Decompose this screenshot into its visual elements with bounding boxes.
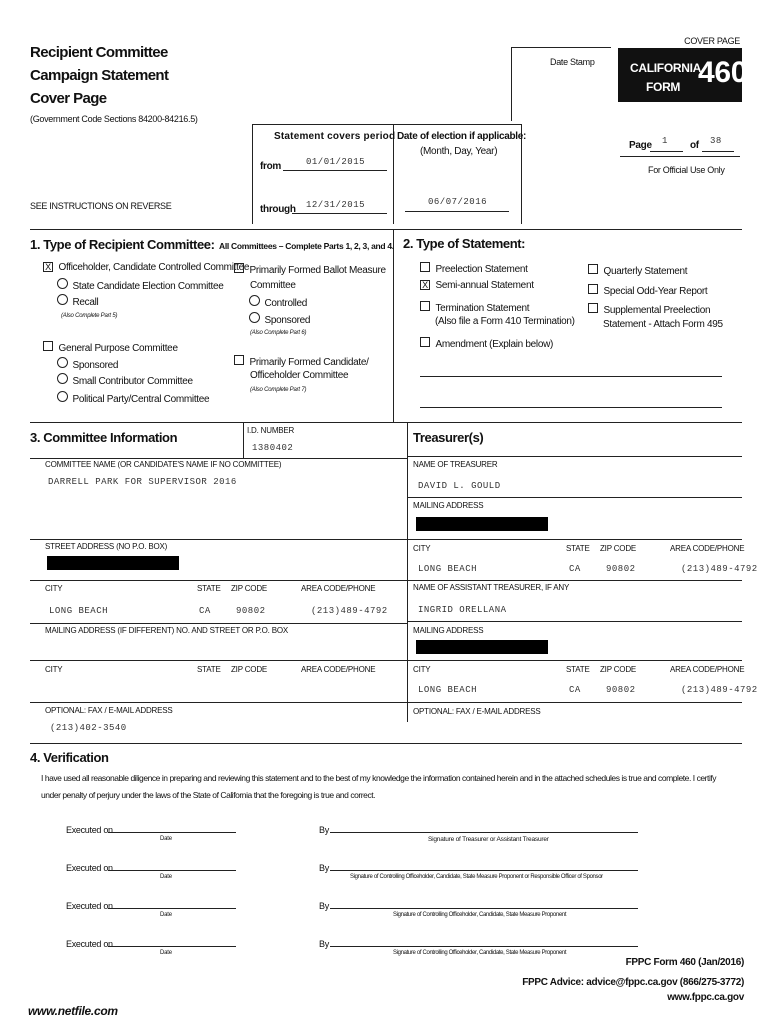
treasurer-mailing-rule (407, 497, 742, 498)
assistant-mailing-label: MAILING ADDRESS (413, 626, 484, 635)
controlled-label: Controlled (264, 298, 308, 309)
verification-text-2: under penalty of perjury under the laws of the State of California that the foregoing is true and correct. (41, 790, 376, 800)
through-date-value[interactable]: 12/31/2015 (306, 200, 366, 210)
signature-caption-2: Signature of Controlling Officeholder, Candidate, State Measure Proponent or Responsible Officer of Sponsor (350, 874, 603, 880)
political-party-radio[interactable] (57, 391, 68, 402)
section-1-title: 1. Type of Recipient Committee: (30, 237, 215, 252)
zip-code-label: ZIP CODE (231, 584, 268, 593)
state-value[interactable]: CA (199, 606, 211, 616)
treasurer-optional-label: OPTIONAL: FAX / E-MAIL ADDRESS (413, 707, 541, 716)
statement-covers-period-label: Statement covers period (274, 131, 396, 142)
amendment-checkbox[interactable] (420, 337, 430, 347)
termination-label-2: (Also file a Form 410 Termination) (435, 316, 575, 327)
treasurer-optional-rule (407, 702, 742, 703)
date-stamp-border-top (511, 47, 611, 48)
election-underline (405, 211, 509, 212)
from-label: from (260, 161, 282, 172)
option-recall[interactable] (57, 294, 98, 309)
by-label-4: By (319, 939, 329, 949)
committee-name-value[interactable]: DARRELL PARK FOR SUPERVISOR 2016 (48, 477, 237, 487)
through-underline (292, 213, 387, 214)
small-contributor-label: Small Contributor Committee (72, 376, 193, 387)
option-controlled[interactable] (249, 295, 307, 310)
mailing-phone-label: AREA CODE/PHONE (301, 665, 376, 674)
executed-date-line-4[interactable] (108, 946, 236, 947)
id-number-label: I.D. NUMBER (247, 426, 295, 435)
special-odd-year-checkbox[interactable] (588, 284, 598, 294)
executed-on-label-4: Executed on (66, 939, 113, 949)
option-primarily-candidate[interactable] (234, 355, 369, 369)
assistant-treasurer-value[interactable]: INGRID ORELLANA (418, 605, 507, 615)
sections-top-rule (30, 229, 742, 230)
option-sponsored[interactable] (57, 357, 118, 372)
date-label-1: Date (160, 836, 172, 842)
semiannual-label: Semi-annual Statement (435, 280, 534, 291)
page-label: Page (629, 140, 652, 151)
fppc-form-id: FPPC Form 460 (Jan/2016) (625, 957, 744, 968)
assistant-zip-label: ZIP CODE (600, 665, 637, 674)
title-line-2: Campaign Statement (30, 67, 169, 84)
special-odd-year-label: Special Odd-Year Report (603, 286, 708, 297)
treasurer-phone-label: AREA CODE/PHONE (670, 544, 745, 553)
primarily-ballot-label-2: Committee (250, 280, 296, 291)
primarily-candidate-label-1: Primarily Formed Candidate/ (249, 357, 369, 368)
supplemental-label-1: Supplemental Preelection (603, 305, 711, 316)
primarily-candidate-label-2: Officeholder Committee (250, 370, 349, 381)
treasurer-state-label: STATE (566, 544, 590, 553)
officeholder-checkbox[interactable]: X (43, 262, 53, 272)
mailing-city-label: CITY (45, 665, 63, 674)
date-stamp-border-left (511, 47, 512, 121)
signature-line-3[interactable] (330, 908, 638, 909)
option-general-purpose[interactable] (43, 341, 178, 355)
city-label: CITY (45, 584, 63, 593)
mailing-address-rule (30, 623, 407, 624)
badge-form: FORM (646, 80, 681, 94)
small-contributor-radio[interactable] (57, 373, 68, 384)
assistant-treasurer-rule (407, 580, 742, 581)
treasurer-city-value[interactable]: LONG BEACH (418, 564, 478, 574)
supplemental-label-2: Statement - Attach Form 495 (603, 319, 723, 330)
treasurer-name-value[interactable]: DAVID L. GOULD (418, 481, 501, 491)
id-number-box-left (243, 422, 244, 458)
through-label: through (260, 204, 296, 215)
officeholder-label: Officeholder, Candidate Controlled Committee (58, 262, 250, 273)
phone-value[interactable]: (213)489-4792 (311, 606, 388, 616)
date-label-4: Date (160, 950, 172, 956)
assistant-city-value[interactable]: LONG BEACH (418, 685, 478, 695)
assistant-phone-value[interactable]: (213)489-4792 (681, 685, 758, 695)
executed-on-label-1: Executed on (66, 825, 113, 835)
optional-contact-value[interactable]: (213)402-3540 (50, 723, 127, 733)
cover-page-label: COVER PAGE (684, 36, 740, 46)
by-label-2: By (319, 863, 329, 873)
option-state-candidate[interactable] (57, 278, 223, 293)
title-line-1: Recipient Committee (30, 44, 168, 61)
street-address-label: STREET ADDRESS (NO P.O. BOX) (45, 542, 168, 551)
form-460-badge (618, 48, 748, 102)
executed-on-label-2: Executed on (66, 863, 113, 873)
option-preelection[interactable] (420, 262, 528, 276)
option-political-party[interactable] (57, 391, 209, 406)
period-box-top (252, 124, 522, 125)
section-3-title: 3. Committee Information (30, 430, 178, 445)
section-4-title: 4. Verification (30, 750, 109, 765)
state-candidate-radio[interactable] (57, 278, 68, 289)
committee-name-rule (30, 458, 407, 459)
election-date-sublabel: (Month, Day, Year) (420, 146, 498, 157)
option-termination[interactable] (420, 301, 529, 315)
treasurer-zip-value[interactable]: 90802 (606, 564, 636, 574)
date-label-3: Date (160, 912, 172, 918)
primarily-candidate-checkbox[interactable] (234, 355, 244, 365)
instructions-note: SEE INSTRUCTIONS ON REVERSE (30, 201, 172, 211)
general-purpose-checkbox[interactable] (43, 341, 53, 351)
badge-state: CALIFORNIA (630, 61, 701, 75)
section-1-subtitle: All Committees – Complete Parts 1, 2, 3, and 4. (219, 241, 394, 251)
option-amendment[interactable] (420, 337, 553, 351)
mailing-city-rule (30, 660, 407, 661)
assistant-mailing-rule (407, 621, 742, 622)
executed-date-line-1[interactable] (108, 832, 236, 833)
title-line-3: Cover Page (30, 90, 107, 107)
controlled-radio[interactable] (249, 295, 260, 306)
signature-line-1[interactable] (330, 832, 638, 833)
treasurer-zip-label: ZIP CODE (600, 544, 637, 553)
of-label: of (690, 140, 699, 151)
primarily-ballot-label-1: Primarily Formed Ballot Measure (249, 265, 386, 276)
also-complete-part-5: (Also Complete Part 5) (61, 313, 118, 319)
assistant-treasurer-label: NAME OF ASSISTANT TREASURER, IF ANY (413, 583, 570, 592)
official-use-label: For Official Use Only (648, 165, 725, 175)
mailing-address-label: MAILING ADDRESS (IF DIFFERENT) NO. AND STREET OR P.O. BOX (45, 626, 289, 635)
date-stamp-label: Date Stamp (550, 57, 595, 67)
mailing-state-label: STATE (197, 665, 221, 674)
signature-line-4[interactable] (330, 946, 638, 947)
treasurer-state-value[interactable]: CA (569, 564, 581, 574)
city-value[interactable]: LONG BEACH (49, 606, 109, 616)
treasurer-name-rule (407, 456, 742, 457)
official-use-rule (620, 156, 740, 157)
supplemental-checkbox[interactable] (588, 303, 598, 313)
termination-checkbox[interactable] (420, 301, 430, 311)
option-small-contributor[interactable] (57, 373, 193, 388)
primarily-ballot-checkbox[interactable] (234, 263, 244, 273)
preelection-checkbox[interactable] (420, 262, 430, 272)
sponsored-radio[interactable] (57, 357, 68, 368)
option-officeholder[interactable] (43, 262, 249, 274)
state-candidate-label: State Candidate Election Committee (72, 281, 224, 292)
by-label-3: By (319, 901, 329, 911)
assistant-mailing-redaction (416, 640, 548, 654)
option-supplemental[interactable] (588, 303, 710, 317)
period-box-left (252, 124, 253, 224)
fppc-website: www.fppc.ca.gov (667, 992, 744, 1003)
of-underline (702, 151, 734, 152)
state-label: STATE (197, 584, 221, 593)
general-purpose-label: General Purpose Committee (58, 343, 178, 354)
semiannual-checkbox[interactable]: X (420, 280, 430, 290)
also-complete-part-6: (Also Complete Part 6) (250, 330, 307, 336)
date-label-2: Date (160, 874, 172, 880)
zip-code-value[interactable]: 90802 (236, 606, 266, 616)
assistant-state-value[interactable]: CA (569, 685, 581, 695)
assistant-zip-value[interactable]: 90802 (606, 685, 636, 695)
committee-name-label: COMMITTEE NAME (OR CANDIDATE'S NAME IF NO COMMITTEE) (45, 460, 282, 469)
badge-number: 460 (698, 56, 748, 89)
by-label-1: By (319, 825, 329, 835)
signature-caption-4: Signature of Controlling Officeholder, Candidate, State Measure Proponent (393, 950, 567, 956)
signature-caption-3: Signature of Controlling Officeholder, Candidate, State Measure Proponent (393, 912, 567, 918)
amendment-explain-line-2 (420, 407, 722, 408)
political-party-label: Political Party/Central Committee (72, 394, 210, 405)
page-total-value[interactable]: 38 (710, 136, 722, 146)
option-primarily-ballot[interactable] (234, 263, 386, 277)
form-title (30, 41, 168, 110)
from-date-value[interactable]: 01/01/2015 (306, 157, 366, 167)
section-3-top-rule (30, 422, 742, 423)
treasurer-city-label: CITY (413, 544, 431, 553)
amendment-label: Amendment (Explain below) (435, 339, 554, 350)
city-row-rule (30, 580, 407, 581)
id-number-value[interactable]: 1380402 (252, 443, 294, 453)
netfile-link[interactable]: www.netfile.com (28, 1004, 118, 1018)
option-quarterly[interactable] (588, 264, 687, 278)
sections-1-2-divider (393, 229, 394, 422)
signature-caption-1: Signature of Treasurer or Assistant Treasurer (428, 836, 549, 843)
section-4-top-rule (30, 743, 742, 744)
executed-date-line-2[interactable] (108, 870, 236, 871)
street-address-redaction (47, 556, 179, 570)
treasurer-phone-value[interactable]: (213)489-4792 (681, 564, 758, 574)
sponsored-label: Sponsored (72, 360, 119, 371)
assistant-state-label: STATE (566, 665, 590, 674)
area-code-phone-label: AREA CODE/PHONE (301, 584, 376, 593)
preelection-label: Preelection Statement (435, 264, 528, 275)
section-2-title: 2. Type of Statement: (403, 236, 526, 251)
optional-contact-rule (30, 702, 407, 703)
election-date-label: Date of election if applicable: (397, 131, 527, 142)
treasurer-title: Treasurer(s) (413, 430, 484, 445)
amendment-explain-line-1 (420, 376, 722, 377)
executed-on-label-3: Executed on (66, 901, 113, 911)
termination-label-1: Termination Statement (435, 303, 530, 314)
executed-date-line-3[interactable] (108, 908, 236, 909)
treasurer-mailing-redaction (416, 517, 548, 531)
assistant-city-label: CITY (413, 665, 431, 674)
option-sponsored-ballot[interactable] (249, 312, 310, 327)
street-address-rule (30, 539, 407, 540)
fppc-advice: FPPC Advice: advice@fppc.ca.gov (866/275-3772) (522, 977, 744, 988)
verification-text-1: I have used all reasonable diligence in preparing and reviewing this statement and to the best of my knowledge the information contained herein and in the attached schedules is true and complete. I certify (41, 773, 717, 783)
quarterly-checkbox[interactable] (588, 264, 598, 274)
also-complete-part-7: (Also Complete Part 7) (250, 387, 307, 393)
option-semiannual[interactable] (420, 280, 534, 292)
sponsored-ballot-radio[interactable] (249, 312, 260, 323)
recall-label: Recall (72, 297, 99, 308)
section-1-heading (30, 236, 394, 254)
assistant-city-rule (407, 660, 742, 661)
sponsored-ballot-label: Sponsored (264, 315, 311, 326)
recall-radio[interactable] (57, 294, 68, 305)
treasurer-mailing-label: MAILING ADDRESS (413, 501, 484, 510)
assistant-phone-label: AREA CODE/PHONE (670, 665, 745, 674)
optional-contact-label: OPTIONAL: FAX / E-MAIL ADDRESS (45, 706, 173, 715)
section-3-treasurer-divider (407, 422, 408, 722)
treasurer-name-label: NAME OF TREASURER (413, 460, 498, 469)
from-underline (283, 170, 387, 171)
option-special-odd-year[interactable] (588, 284, 707, 298)
page-underline (650, 151, 683, 152)
treasurer-city-rule (407, 539, 742, 540)
page-number-value[interactable]: 1 (662, 136, 668, 146)
government-code: (Government Code Sections 84200-84216.5) (30, 114, 198, 124)
mailing-zip-label: ZIP CODE (231, 665, 268, 674)
signature-line-2[interactable] (330, 870, 638, 871)
election-date-value[interactable]: 06/07/2016 (428, 197, 488, 207)
quarterly-label: Quarterly Statement (603, 266, 688, 277)
